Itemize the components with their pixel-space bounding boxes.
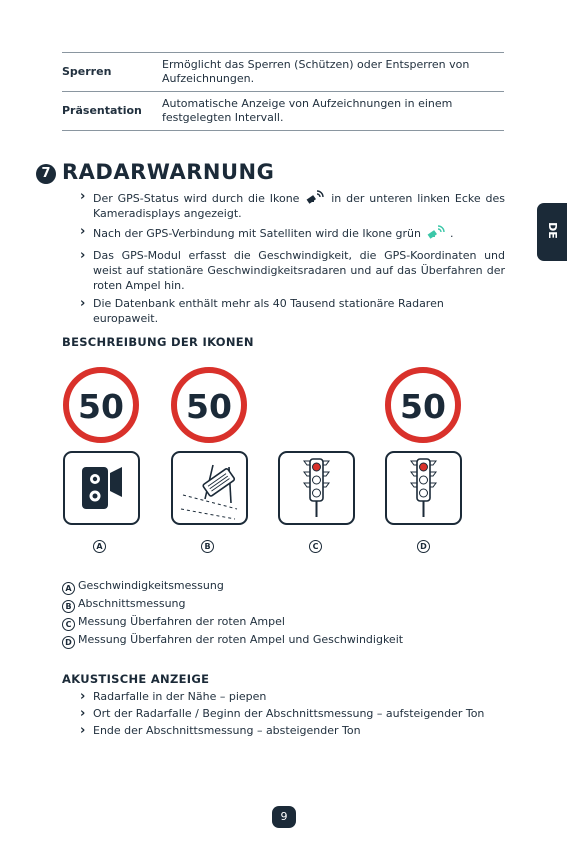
bullet-text: Die Datenbank enthält mehr als 40 Tausend stationäre Radaren europaweit. [93, 297, 444, 325]
bullet-text: Nach der GPS-Verbindung mit Satelliten wird die Ikone grün [93, 227, 421, 240]
legend-item [62, 596, 186, 613]
acoustic-item [80, 723, 505, 738]
table-key: Präsentation [62, 92, 162, 131]
bullet-gps-green [80, 224, 505, 241]
legend-letter: C [62, 618, 75, 631]
traffic-light-speed-icon [385, 451, 462, 525]
language-tab [537, 203, 567, 261]
acoustic-text: Radarfalle in der Nähe – piepen [93, 690, 267, 703]
table-value: Automatische Anzeige von Aufzeichnungen in einem festgelegten Intervall. [162, 92, 504, 131]
legend-letter: A [62, 582, 75, 595]
legend-letter: B [62, 600, 75, 613]
speed-value: 50 [78, 387, 124, 426]
bullet-gps-module [80, 248, 505, 293]
section-control-icon [171, 451, 248, 525]
legend-item [62, 578, 224, 595]
table-row [62, 53, 504, 92]
bullet-text: . [450, 227, 454, 240]
language-tab-label: DE [545, 222, 559, 239]
speed-limit-sign-icon [63, 367, 139, 443]
speed-camera-icon [63, 451, 140, 525]
page-number: 9 [272, 806, 296, 828]
bullet-text: in der unteren linken Ecke des Kameradisplays angezeigt. [93, 192, 506, 220]
legend-text: Messung Überfahren der roten Ampel [78, 615, 285, 628]
gps-satellite-icon [304, 189, 326, 205]
acoustic-heading: AKUSTISCHE ANZEIGE [62, 672, 210, 686]
chevron-right-icon: › [80, 296, 86, 311]
feature-table [62, 52, 504, 131]
speed-limit-sign-icon [171, 367, 247, 443]
legend-text: Abschnittsmessung [78, 597, 186, 610]
legend-text: Messung Überfahren der roten Ampel und Geschwindigkeit [78, 633, 404, 646]
icon-letter-c: C [309, 540, 322, 553]
chevron-right-icon: › [80, 189, 86, 204]
acoustic-text: Ort der Radarfalle / Beginn der Abschnittsmessung – aufsteigender Ton [93, 707, 485, 720]
bullet-database [80, 296, 505, 326]
chevron-right-icon: › [80, 689, 86, 704]
speed-value: 50 [186, 387, 232, 426]
speed-value: 50 [400, 387, 446, 426]
acoustic-text: Ende der Abschnittsmessung – absteigender Ton [93, 724, 361, 737]
chevron-right-icon: › [80, 706, 86, 721]
bullet-text: Das GPS-Modul erfasst die Geschwindigkeit, die GPS-Koordinaten und weist auf stationäre Geschwindigkeitsradaren und auf das Überfahren der roten Ampel hin. [93, 249, 505, 292]
legend-text: Geschwindigkeitsmessung [78, 579, 224, 592]
gps-satellite-green-icon [425, 224, 447, 240]
speed-limit-sign-icon [385, 367, 461, 443]
icon-letter-b: B [201, 540, 214, 553]
table-value: Ermöglicht das Sperren (Schützen) oder Entsperren von Aufzeichnungen. [162, 53, 504, 92]
section-number-badge: 7 [36, 164, 56, 184]
traffic-light-icon [278, 451, 355, 525]
icons-heading: BESCHREIBUNG DER IKONEN [62, 335, 254, 349]
legend-letter: D [62, 636, 75, 649]
bullet-gps-status [80, 189, 505, 221]
chevron-right-icon: › [80, 723, 86, 738]
bullet-text: Der GPS-Status wird durch die Ikone [93, 192, 300, 205]
icon-letter-a: A [93, 540, 106, 553]
icon-letter-d: D [417, 540, 430, 553]
acoustic-item [80, 689, 505, 704]
table-key: Sperren [62, 53, 162, 92]
chevron-right-icon: › [80, 224, 86, 239]
legend-item [62, 614, 285, 631]
acoustic-item [80, 706, 505, 721]
section-title: RADARWARNUNG [62, 160, 275, 184]
table-row [62, 92, 504, 131]
chevron-right-icon: › [80, 248, 86, 263]
legend-item [62, 632, 403, 649]
